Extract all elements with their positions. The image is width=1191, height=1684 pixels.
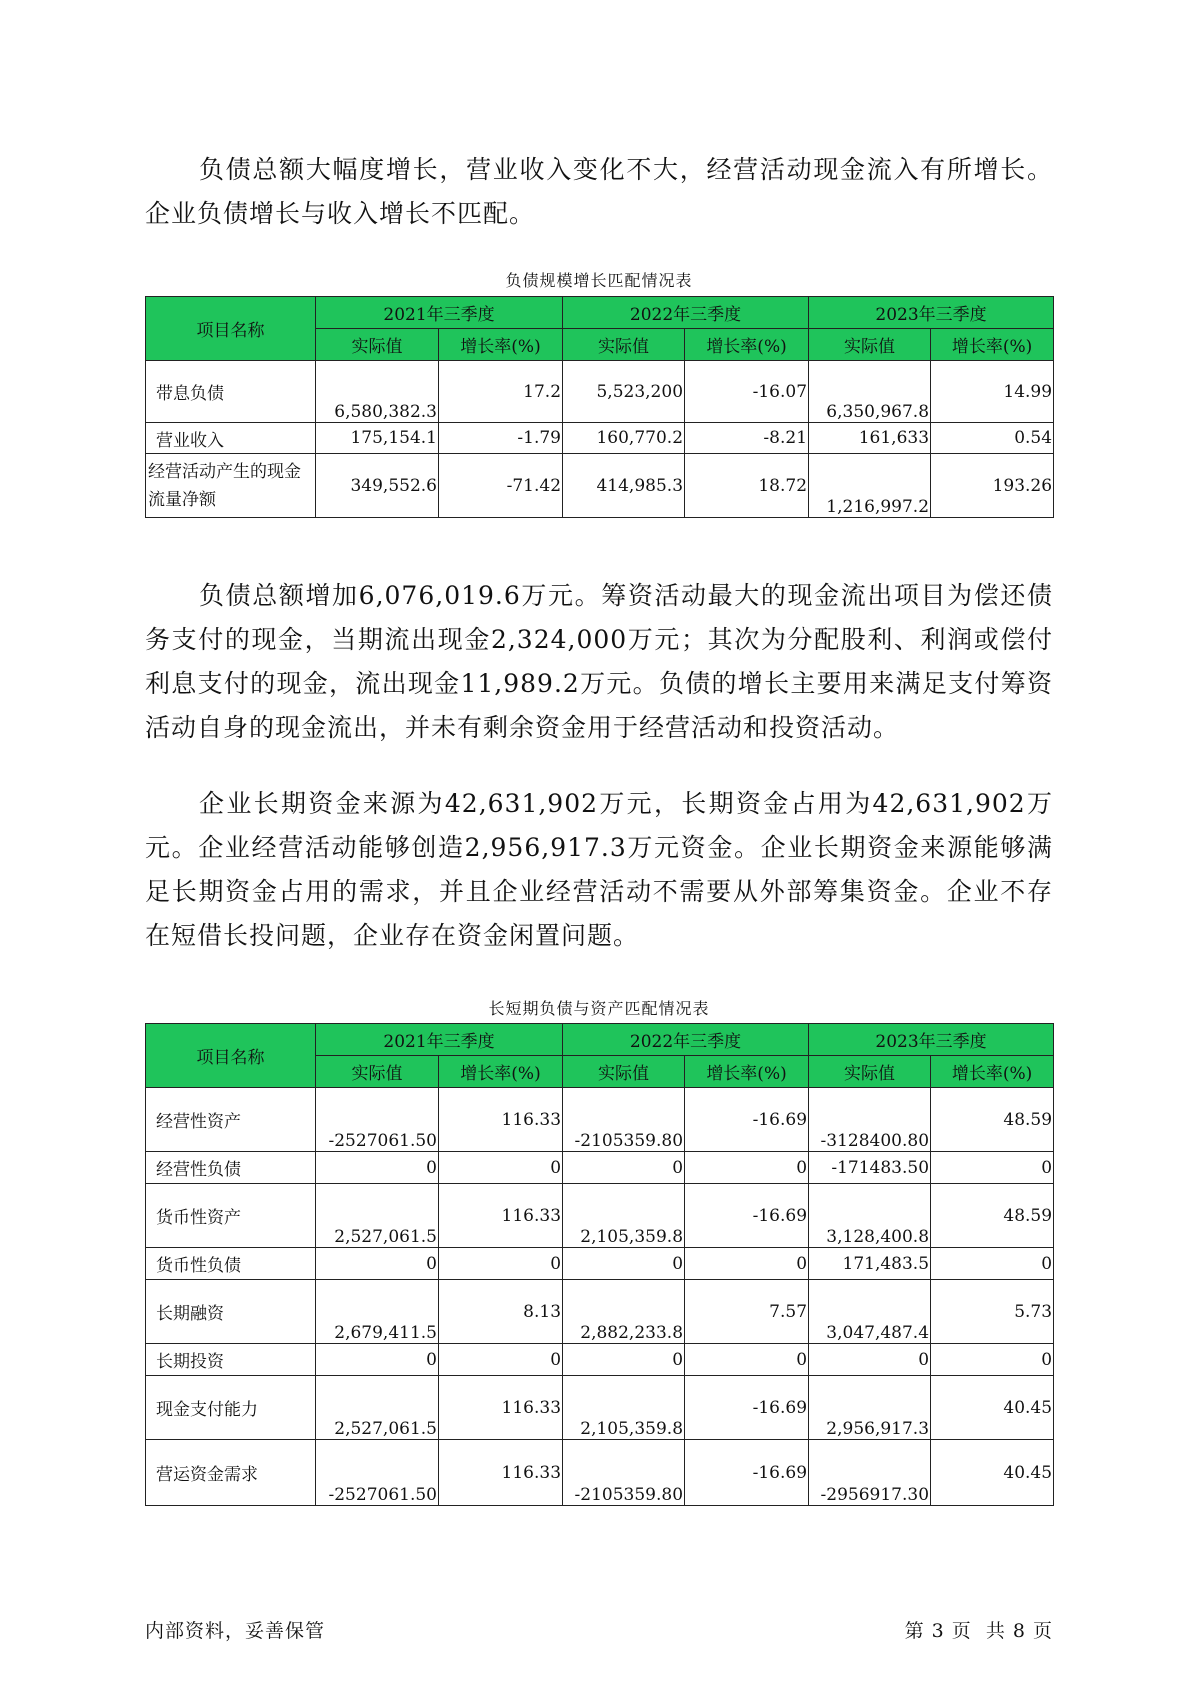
cell-value: -2527061.50 xyxy=(316,1440,439,1506)
cell-value: 2,105,359.8 xyxy=(563,1184,685,1248)
liability-asset-table xyxy=(145,1023,1054,1506)
cell-value: 116.33 xyxy=(439,1088,563,1152)
cell-value: 40.45 xyxy=(931,1440,1054,1506)
row-label: 长期融资 xyxy=(146,1280,316,1344)
footer-page-number: 第 3 页 共 8 页 xyxy=(904,1620,1053,1642)
table-row xyxy=(146,1280,1054,1344)
cell-value: -3128400.80 xyxy=(809,1088,931,1152)
table1-caption: 负债规模增长匹配情况表 xyxy=(505,271,693,290)
cell-value: 0 xyxy=(439,1248,563,1280)
cell-value: 193.26 xyxy=(931,454,1054,518)
cell-value: -16.69 xyxy=(685,1376,809,1440)
row-label: 长期投资 xyxy=(146,1344,316,1376)
cell-value: 2,956,917.3 xyxy=(809,1376,931,1440)
header-actual: 实际值 xyxy=(563,329,685,361)
cell-value: 0 xyxy=(439,1344,563,1376)
cell-value: -16.69 xyxy=(685,1184,809,1248)
row-label: 经营性负债 xyxy=(146,1152,316,1184)
row-label: 现金支付能力 xyxy=(146,1376,316,1440)
row-label: 货币性负债 xyxy=(146,1248,316,1280)
table-row xyxy=(146,1184,1054,1248)
cell-value: 160,770.2 xyxy=(563,423,685,454)
header-period: 2022年三季度 xyxy=(563,1024,809,1056)
cell-value: 6,580,382.3 xyxy=(316,361,439,423)
debt-growth-table xyxy=(145,296,1054,518)
table-row xyxy=(146,1088,1054,1152)
header-growth: 增长率(%) xyxy=(685,1056,809,1088)
header-period: 2023年三季度 xyxy=(809,1024,1054,1056)
cell-value: 0 xyxy=(685,1248,809,1280)
header-growth: 增长率(%) xyxy=(931,329,1054,361)
header-growth: 增长率(%) xyxy=(439,329,563,361)
cell-value: 0 xyxy=(316,1248,439,1280)
header-actual: 实际值 xyxy=(809,1056,931,1088)
header-period: 2021年三季度 xyxy=(316,1024,563,1056)
row-label: 营运资金需求 xyxy=(146,1440,316,1506)
cell-value: 0 xyxy=(931,1344,1054,1376)
cell-value: 116.33 xyxy=(439,1376,563,1440)
cell-value: 40.45 xyxy=(931,1376,1054,1440)
cell-value: -2527061.50 xyxy=(316,1088,439,1152)
cell-value: 0.54 xyxy=(931,423,1054,454)
header-period: 2022年三季度 xyxy=(563,297,809,329)
cell-value: 14.99 xyxy=(931,361,1054,423)
table-row xyxy=(146,1440,1054,1506)
table2-caption: 长短期负债与资产匹配情况表 xyxy=(488,999,710,1018)
paragraph-2: 负债总额增加6,076,019.6万元。筹资活动最大的现金流出项目为偿还债务支付的现金，当期流出现金2,324,000万元；其次为分配股利、利润或偿付利息支付的现金，流出现金11,989.2万元。负债的增长主要用来满足支付筹资活动自身的现金流出，并未有剩余资金用于经营活动和投资活动。 xyxy=(145,581,1053,742)
cell-value: 5.73 xyxy=(931,1280,1054,1344)
cell-value: -16.07 xyxy=(685,361,809,423)
cell-value: 161,633 xyxy=(809,423,931,454)
table-row xyxy=(146,1152,1054,1184)
header-growth: 增长率(%) xyxy=(685,329,809,361)
cell-value: 2,105,359.8 xyxy=(563,1376,685,1440)
cell-value: 0 xyxy=(316,1152,439,1184)
cell-value: -16.69 xyxy=(685,1088,809,1152)
cell-value: 0 xyxy=(931,1248,1054,1280)
cell-value: 8.13 xyxy=(439,1280,563,1344)
cell-value: 3,128,400.8 xyxy=(809,1184,931,1248)
table-row xyxy=(146,1248,1054,1280)
cell-value: 18.72 xyxy=(685,454,809,518)
cell-value: 1,216,997.2 xyxy=(809,454,931,518)
cell-value: 48.59 xyxy=(931,1088,1054,1152)
cell-value: 414,985.3 xyxy=(563,454,685,518)
cell-value: 48.59 xyxy=(931,1184,1054,1248)
header-actual: 实际值 xyxy=(809,329,931,361)
table-row xyxy=(146,454,1054,518)
cell-value: 3,047,487.4 xyxy=(809,1280,931,1344)
row-label: 经营活动产生的现金流量净额 xyxy=(146,454,316,518)
row-label: 带息负债 xyxy=(146,361,316,423)
cell-value: 171,483.5 xyxy=(809,1248,931,1280)
row-label: 营业收入 xyxy=(146,423,316,454)
header-growth: 增长率(%) xyxy=(439,1056,563,1088)
cell-value: 0 xyxy=(685,1152,809,1184)
cell-value: 0 xyxy=(931,1152,1054,1184)
cell-value: -171483.50 xyxy=(809,1152,931,1184)
cell-value: 17.2 xyxy=(439,361,563,423)
footer-confidential: 内部资料，妥善保管 xyxy=(145,1620,326,1642)
paragraph-3: 企业长期资金来源为42,631,902万元，长期资金占用为42,631,902万元。企业经营活动能够创造2,956,917.3万元资金。企业长期资金来源能够满足长期资金占用的需求，并且企业经营活动不需要从外部筹集资金。企业不存在短借长投问题，企业存在资金闲置问题。 xyxy=(145,789,1053,950)
cell-value: 7.57 xyxy=(685,1280,809,1344)
table-header-row xyxy=(146,1024,1054,1056)
row-label: 货币性资产 xyxy=(146,1184,316,1248)
cell-value: 349,552.6 xyxy=(316,454,439,518)
header-item-name: 项目名称 xyxy=(146,1024,316,1088)
cell-value: 0 xyxy=(685,1344,809,1376)
cell-value: 2,679,411.5 xyxy=(316,1280,439,1344)
cell-value: -2105359.80 xyxy=(563,1440,685,1506)
row-label: 经营性资产 xyxy=(146,1088,316,1152)
cell-value: 2,527,061.5 xyxy=(316,1376,439,1440)
cell-value: -1.79 xyxy=(439,423,563,454)
header-actual: 实际值 xyxy=(316,329,439,361)
header-period: 2021年三季度 xyxy=(316,297,563,329)
cell-value: 0 xyxy=(439,1152,563,1184)
header-period: 2023年三季度 xyxy=(809,297,1054,329)
header-actual: 实际值 xyxy=(563,1056,685,1088)
cell-value: -2105359.80 xyxy=(563,1088,685,1152)
cell-value: 2,527,061.5 xyxy=(316,1184,439,1248)
cell-value: 0 xyxy=(563,1152,685,1184)
table-header-row xyxy=(146,297,1054,329)
cell-value: 0 xyxy=(563,1248,685,1280)
cell-value: 0 xyxy=(563,1344,685,1376)
cell-value: -16.69 xyxy=(685,1440,809,1506)
cell-value: -8.21 xyxy=(685,423,809,454)
cell-value: -71.42 xyxy=(439,454,563,518)
table-row xyxy=(146,423,1054,454)
cell-value: 5,523,200 xyxy=(563,361,685,423)
header-growth: 增长率(%) xyxy=(931,1056,1054,1088)
header-item-name: 项目名称 xyxy=(146,297,316,361)
cell-value: 6,350,967.8 xyxy=(809,361,931,423)
table-row xyxy=(146,361,1054,423)
table-row xyxy=(146,1376,1054,1440)
cell-value: 2,882,233.8 xyxy=(563,1280,685,1344)
header-actual: 实际值 xyxy=(316,1056,439,1088)
paragraph-1: 负债总额大幅度增长，营业收入变化不大，经营活动现金流入有所增长。企业负债增长与收入增长不匹配。 xyxy=(145,155,1053,228)
cell-value: 116.33 xyxy=(439,1440,563,1506)
cell-value: 0 xyxy=(316,1344,439,1376)
cell-value: -2956917.30 xyxy=(809,1440,931,1506)
table-row xyxy=(146,1344,1054,1376)
cell-value: 175,154.1 xyxy=(316,423,439,454)
cell-value: 0 xyxy=(809,1344,931,1376)
cell-value: 116.33 xyxy=(439,1184,563,1248)
